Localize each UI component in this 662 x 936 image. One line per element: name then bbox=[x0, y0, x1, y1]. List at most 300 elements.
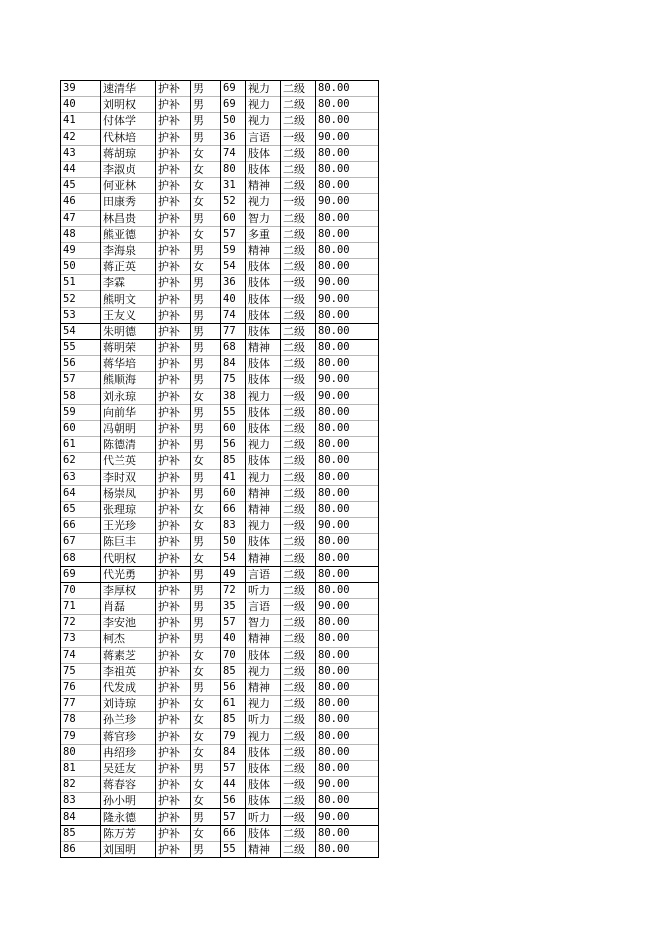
amount-cell[interactable]: 80.00 bbox=[316, 825, 379, 841]
disability-type-cell[interactable]: 肢体 bbox=[246, 777, 281, 793]
age-cell[interactable]: 69 bbox=[221, 81, 246, 97]
disability-type-cell[interactable]: 肢体 bbox=[246, 420, 281, 436]
grade-cell[interactable]: 二级 bbox=[281, 404, 316, 420]
disability-type-cell[interactable]: 听力 bbox=[246, 712, 281, 728]
gender-cell[interactable]: 男 bbox=[191, 210, 221, 226]
age-cell[interactable]: 84 bbox=[221, 356, 246, 372]
grade-cell[interactable]: 二级 bbox=[281, 663, 316, 679]
gender-cell[interactable]: 男 bbox=[191, 275, 221, 291]
category-cell[interactable]: 护补 bbox=[156, 647, 191, 663]
grade-cell[interactable]: 一级 bbox=[281, 129, 316, 145]
row-number-cell[interactable]: 81 bbox=[61, 760, 101, 776]
disability-type-cell[interactable]: 肢体 bbox=[246, 275, 281, 291]
disability-type-cell[interactable]: 视力 bbox=[246, 388, 281, 404]
row-number-cell[interactable]: 58 bbox=[61, 388, 101, 404]
grade-cell[interactable]: 二级 bbox=[281, 825, 316, 841]
age-cell[interactable]: 36 bbox=[221, 275, 246, 291]
disability-type-cell[interactable]: 智力 bbox=[246, 210, 281, 226]
disability-type-cell[interactable]: 精神 bbox=[246, 679, 281, 695]
grade-cell[interactable]: 二级 bbox=[281, 113, 316, 129]
age-cell[interactable]: 40 bbox=[221, 291, 246, 307]
category-cell[interactable]: 护补 bbox=[156, 534, 191, 550]
gender-cell[interactable]: 女 bbox=[191, 696, 221, 712]
grade-cell[interactable]: 二级 bbox=[281, 615, 316, 631]
name-cell[interactable]: 林昌贵 bbox=[101, 210, 156, 226]
gender-cell[interactable]: 男 bbox=[191, 356, 221, 372]
category-cell[interactable]: 护补 bbox=[156, 437, 191, 453]
gender-cell[interactable]: 女 bbox=[191, 550, 221, 566]
grade-cell[interactable]: 二级 bbox=[281, 97, 316, 113]
amount-cell[interactable]: 80.00 bbox=[316, 582, 379, 598]
grade-cell[interactable]: 二级 bbox=[281, 712, 316, 728]
name-cell[interactable]: 蒋春容 bbox=[101, 777, 156, 793]
name-cell[interactable]: 肖磊 bbox=[101, 599, 156, 615]
grade-cell[interactable]: 二级 bbox=[281, 161, 316, 177]
grade-cell[interactable]: 二级 bbox=[281, 81, 316, 97]
age-cell[interactable]: 54 bbox=[221, 259, 246, 275]
disability-type-cell[interactable]: 智力 bbox=[246, 615, 281, 631]
name-cell[interactable]: 李海泉 bbox=[101, 242, 156, 258]
name-cell[interactable]: 刘诗琼 bbox=[101, 696, 156, 712]
disability-type-cell[interactable]: 精神 bbox=[246, 841, 281, 857]
category-cell[interactable]: 护补 bbox=[156, 113, 191, 129]
category-cell[interactable]: 护补 bbox=[156, 178, 191, 194]
gender-cell[interactable]: 男 bbox=[191, 615, 221, 631]
gender-cell[interactable]: 女 bbox=[191, 712, 221, 728]
age-cell[interactable]: 50 bbox=[221, 113, 246, 129]
category-cell[interactable]: 护补 bbox=[156, 194, 191, 210]
category-cell[interactable]: 护补 bbox=[156, 97, 191, 113]
disability-type-cell[interactable]: 视力 bbox=[246, 663, 281, 679]
category-cell[interactable]: 护补 bbox=[156, 631, 191, 647]
age-cell[interactable]: 56 bbox=[221, 793, 246, 809]
grade-cell[interactable]: 二级 bbox=[281, 145, 316, 161]
disability-type-cell[interactable]: 肢体 bbox=[246, 534, 281, 550]
amount-cell[interactable]: 80.00 bbox=[316, 841, 379, 857]
category-cell[interactable]: 护补 bbox=[156, 744, 191, 760]
row-number-cell[interactable]: 68 bbox=[61, 550, 101, 566]
category-cell[interactable]: 护补 bbox=[156, 323, 191, 339]
grade-cell[interactable]: 二级 bbox=[281, 841, 316, 857]
amount-cell[interactable]: 90.00 bbox=[316, 599, 379, 615]
row-number-cell[interactable]: 64 bbox=[61, 485, 101, 501]
name-cell[interactable]: 付体学 bbox=[101, 113, 156, 129]
grade-cell[interactable]: 二级 bbox=[281, 420, 316, 436]
row-number-cell[interactable]: 74 bbox=[61, 647, 101, 663]
disability-type-cell[interactable]: 视力 bbox=[246, 518, 281, 534]
age-cell[interactable]: 85 bbox=[221, 663, 246, 679]
disability-type-cell[interactable]: 精神 bbox=[246, 550, 281, 566]
row-number-cell[interactable]: 79 bbox=[61, 728, 101, 744]
category-cell[interactable]: 护补 bbox=[156, 566, 191, 582]
row-number-cell[interactable]: 52 bbox=[61, 291, 101, 307]
category-cell[interactable]: 护补 bbox=[156, 550, 191, 566]
name-cell[interactable]: 代光勇 bbox=[101, 566, 156, 582]
name-cell[interactable]: 向前华 bbox=[101, 404, 156, 420]
age-cell[interactable]: 56 bbox=[221, 437, 246, 453]
name-cell[interactable]: 速清华 bbox=[101, 81, 156, 97]
gender-cell[interactable]: 女 bbox=[191, 777, 221, 793]
amount-cell[interactable]: 80.00 bbox=[316, 550, 379, 566]
grade-cell[interactable]: 二级 bbox=[281, 728, 316, 744]
name-cell[interactable]: 冯朝明 bbox=[101, 420, 156, 436]
amount-cell[interactable]: 80.00 bbox=[316, 323, 379, 339]
gender-cell[interactable]: 女 bbox=[191, 453, 221, 469]
row-number-cell[interactable]: 49 bbox=[61, 242, 101, 258]
name-cell[interactable]: 孙小明 bbox=[101, 793, 156, 809]
age-cell[interactable]: 59 bbox=[221, 242, 246, 258]
category-cell[interactable]: 护补 bbox=[156, 469, 191, 485]
amount-cell[interactable]: 80.00 bbox=[316, 631, 379, 647]
row-number-cell[interactable]: 83 bbox=[61, 793, 101, 809]
grade-cell[interactable]: 二级 bbox=[281, 226, 316, 242]
category-cell[interactable]: 护补 bbox=[156, 161, 191, 177]
category-cell[interactable]: 护补 bbox=[156, 372, 191, 388]
disability-type-cell[interactable]: 言语 bbox=[246, 129, 281, 145]
row-number-cell[interactable]: 80 bbox=[61, 744, 101, 760]
amount-cell[interactable]: 80.00 bbox=[316, 744, 379, 760]
disability-type-cell[interactable]: 视力 bbox=[246, 437, 281, 453]
category-cell[interactable]: 护补 bbox=[156, 712, 191, 728]
amount-cell[interactable]: 80.00 bbox=[316, 81, 379, 97]
amount-cell[interactable]: 80.00 bbox=[316, 647, 379, 663]
gender-cell[interactable]: 男 bbox=[191, 372, 221, 388]
gender-cell[interactable]: 男 bbox=[191, 809, 221, 825]
gender-cell[interactable]: 女 bbox=[191, 663, 221, 679]
amount-cell[interactable]: 80.00 bbox=[316, 728, 379, 744]
category-cell[interactable]: 护补 bbox=[156, 728, 191, 744]
amount-cell[interactable]: 90.00 bbox=[316, 777, 379, 793]
amount-cell[interactable]: 80.00 bbox=[316, 404, 379, 420]
row-number-cell[interactable]: 43 bbox=[61, 145, 101, 161]
grade-cell[interactable]: 二级 bbox=[281, 501, 316, 517]
category-cell[interactable]: 护补 bbox=[156, 615, 191, 631]
row-number-cell[interactable]: 76 bbox=[61, 679, 101, 695]
disability-type-cell[interactable]: 视力 bbox=[246, 696, 281, 712]
disability-type-cell[interactable]: 肢体 bbox=[246, 404, 281, 420]
row-number-cell[interactable]: 65 bbox=[61, 501, 101, 517]
row-number-cell[interactable]: 46 bbox=[61, 194, 101, 210]
amount-cell[interactable]: 80.00 bbox=[316, 145, 379, 161]
name-cell[interactable]: 杨崇凤 bbox=[101, 485, 156, 501]
age-cell[interactable]: 80 bbox=[221, 161, 246, 177]
row-number-cell[interactable]: 67 bbox=[61, 534, 101, 550]
gender-cell[interactable]: 男 bbox=[191, 760, 221, 776]
row-number-cell[interactable]: 71 bbox=[61, 599, 101, 615]
row-number-cell[interactable]: 44 bbox=[61, 161, 101, 177]
gender-cell[interactable]: 男 bbox=[191, 404, 221, 420]
amount-cell[interactable]: 80.00 bbox=[316, 453, 379, 469]
grade-cell[interactable]: 二级 bbox=[281, 437, 316, 453]
row-number-cell[interactable]: 62 bbox=[61, 453, 101, 469]
row-number-cell[interactable]: 78 bbox=[61, 712, 101, 728]
disability-type-cell[interactable]: 肢体 bbox=[246, 793, 281, 809]
row-number-cell[interactable]: 56 bbox=[61, 356, 101, 372]
age-cell[interactable]: 35 bbox=[221, 599, 246, 615]
name-cell[interactable]: 代明权 bbox=[101, 550, 156, 566]
amount-cell[interactable]: 80.00 bbox=[316, 663, 379, 679]
name-cell[interactable]: 代发成 bbox=[101, 679, 156, 695]
name-cell[interactable]: 李淑贞 bbox=[101, 161, 156, 177]
name-cell[interactable]: 李安池 bbox=[101, 615, 156, 631]
disability-type-cell[interactable]: 听力 bbox=[246, 582, 281, 598]
category-cell[interactable]: 护补 bbox=[156, 242, 191, 258]
age-cell[interactable]: 75 bbox=[221, 372, 246, 388]
gender-cell[interactable]: 男 bbox=[191, 437, 221, 453]
age-cell[interactable]: 74 bbox=[221, 307, 246, 323]
gender-cell[interactable]: 女 bbox=[191, 744, 221, 760]
amount-cell[interactable]: 90.00 bbox=[316, 194, 379, 210]
grade-cell[interactable]: 一级 bbox=[281, 809, 316, 825]
row-number-cell[interactable]: 41 bbox=[61, 113, 101, 129]
grade-cell[interactable]: 二级 bbox=[281, 469, 316, 485]
name-cell[interactable]: 蒋素芝 bbox=[101, 647, 156, 663]
age-cell[interactable]: 40 bbox=[221, 631, 246, 647]
row-number-cell[interactable]: 53 bbox=[61, 307, 101, 323]
gender-cell[interactable]: 男 bbox=[191, 129, 221, 145]
row-number-cell[interactable]: 69 bbox=[61, 566, 101, 582]
amount-cell[interactable]: 80.00 bbox=[316, 679, 379, 695]
name-cell[interactable]: 熊顺海 bbox=[101, 372, 156, 388]
category-cell[interactable]: 护补 bbox=[156, 453, 191, 469]
name-cell[interactable]: 孙兰珍 bbox=[101, 712, 156, 728]
grade-cell[interactable]: 一级 bbox=[281, 275, 316, 291]
category-cell[interactable]: 护补 bbox=[156, 307, 191, 323]
grade-cell[interactable]: 二级 bbox=[281, 210, 316, 226]
gender-cell[interactable]: 男 bbox=[191, 599, 221, 615]
amount-cell[interactable]: 80.00 bbox=[316, 356, 379, 372]
row-number-cell[interactable]: 75 bbox=[61, 663, 101, 679]
gender-cell[interactable]: 女 bbox=[191, 825, 221, 841]
name-cell[interactable]: 王友义 bbox=[101, 307, 156, 323]
amount-cell[interactable]: 90.00 bbox=[316, 518, 379, 534]
amount-cell[interactable]: 80.00 bbox=[316, 760, 379, 776]
gender-cell[interactable]: 女 bbox=[191, 259, 221, 275]
name-cell[interactable]: 吴廷友 bbox=[101, 760, 156, 776]
row-number-cell[interactable]: 40 bbox=[61, 97, 101, 113]
name-cell[interactable]: 代林培 bbox=[101, 129, 156, 145]
row-number-cell[interactable]: 57 bbox=[61, 372, 101, 388]
category-cell[interactable]: 护补 bbox=[156, 485, 191, 501]
category-cell[interactable]: 护补 bbox=[156, 259, 191, 275]
age-cell[interactable]: 55 bbox=[221, 841, 246, 857]
category-cell[interactable]: 护补 bbox=[156, 809, 191, 825]
category-cell[interactable]: 护补 bbox=[156, 210, 191, 226]
grade-cell[interactable]: 二级 bbox=[281, 259, 316, 275]
row-number-cell[interactable]: 61 bbox=[61, 437, 101, 453]
age-cell[interactable]: 79 bbox=[221, 728, 246, 744]
row-number-cell[interactable]: 84 bbox=[61, 809, 101, 825]
category-cell[interactable]: 护补 bbox=[156, 356, 191, 372]
grade-cell[interactable]: 一级 bbox=[281, 194, 316, 210]
category-cell[interactable]: 护补 bbox=[156, 81, 191, 97]
gender-cell[interactable]: 男 bbox=[191, 323, 221, 339]
amount-cell[interactable]: 80.00 bbox=[316, 793, 379, 809]
age-cell[interactable]: 44 bbox=[221, 777, 246, 793]
row-number-cell[interactable]: 66 bbox=[61, 518, 101, 534]
grade-cell[interactable]: 二级 bbox=[281, 178, 316, 194]
amount-cell[interactable]: 80.00 bbox=[316, 226, 379, 242]
age-cell[interactable]: 57 bbox=[221, 226, 246, 242]
age-cell[interactable]: 38 bbox=[221, 388, 246, 404]
name-cell[interactable]: 熊亚德 bbox=[101, 226, 156, 242]
age-cell[interactable]: 85 bbox=[221, 712, 246, 728]
disability-type-cell[interactable]: 多重 bbox=[246, 226, 281, 242]
amount-cell[interactable]: 80.00 bbox=[316, 259, 379, 275]
gender-cell[interactable]: 男 bbox=[191, 566, 221, 582]
category-cell[interactable]: 护补 bbox=[156, 679, 191, 695]
amount-cell[interactable]: 80.00 bbox=[316, 437, 379, 453]
grade-cell[interactable]: 一级 bbox=[281, 372, 316, 388]
category-cell[interactable]: 护补 bbox=[156, 420, 191, 436]
age-cell[interactable]: 56 bbox=[221, 679, 246, 695]
name-cell[interactable]: 蒋华培 bbox=[101, 356, 156, 372]
amount-cell[interactable]: 80.00 bbox=[316, 566, 379, 582]
gender-cell[interactable]: 男 bbox=[191, 469, 221, 485]
disability-type-cell[interactable]: 精神 bbox=[246, 501, 281, 517]
disability-type-cell[interactable]: 肢体 bbox=[246, 356, 281, 372]
amount-cell[interactable]: 80.00 bbox=[316, 696, 379, 712]
category-cell[interactable]: 护补 bbox=[156, 388, 191, 404]
amount-cell[interactable]: 80.00 bbox=[316, 534, 379, 550]
gender-cell[interactable]: 男 bbox=[191, 81, 221, 97]
age-cell[interactable]: 74 bbox=[221, 145, 246, 161]
age-cell[interactable]: 60 bbox=[221, 210, 246, 226]
age-cell[interactable]: 66 bbox=[221, 501, 246, 517]
age-cell[interactable]: 52 bbox=[221, 194, 246, 210]
disability-type-cell[interactable]: 肢体 bbox=[246, 323, 281, 339]
row-number-cell[interactable]: 55 bbox=[61, 340, 101, 356]
category-cell[interactable]: 护补 bbox=[156, 226, 191, 242]
age-cell[interactable]: 70 bbox=[221, 647, 246, 663]
gender-cell[interactable]: 男 bbox=[191, 679, 221, 695]
disability-type-cell[interactable]: 肢体 bbox=[246, 760, 281, 776]
disability-type-cell[interactable]: 精神 bbox=[246, 485, 281, 501]
name-cell[interactable]: 隆永德 bbox=[101, 809, 156, 825]
amount-cell[interactable]: 80.00 bbox=[316, 178, 379, 194]
amount-cell[interactable]: 90.00 bbox=[316, 372, 379, 388]
grade-cell[interactable]: 二级 bbox=[281, 340, 316, 356]
disability-type-cell[interactable]: 视力 bbox=[246, 728, 281, 744]
category-cell[interactable]: 护补 bbox=[156, 340, 191, 356]
age-cell[interactable]: 41 bbox=[221, 469, 246, 485]
amount-cell[interactable]: 90.00 bbox=[316, 809, 379, 825]
row-number-cell[interactable]: 63 bbox=[61, 469, 101, 485]
category-cell[interactable]: 护补 bbox=[156, 825, 191, 841]
disability-type-cell[interactable]: 视力 bbox=[246, 97, 281, 113]
amount-cell[interactable]: 80.00 bbox=[316, 469, 379, 485]
grade-cell[interactable]: 一级 bbox=[281, 291, 316, 307]
row-number-cell[interactable]: 51 bbox=[61, 275, 101, 291]
age-cell[interactable]: 69 bbox=[221, 97, 246, 113]
disability-type-cell[interactable]: 肢体 bbox=[246, 744, 281, 760]
amount-cell[interactable]: 90.00 bbox=[316, 291, 379, 307]
name-cell[interactable]: 张理琼 bbox=[101, 501, 156, 517]
grade-cell[interactable]: 二级 bbox=[281, 647, 316, 663]
grade-cell[interactable]: 一级 bbox=[281, 388, 316, 404]
name-cell[interactable]: 陈万芳 bbox=[101, 825, 156, 841]
row-number-cell[interactable]: 59 bbox=[61, 404, 101, 420]
row-number-cell[interactable]: 73 bbox=[61, 631, 101, 647]
gender-cell[interactable]: 男 bbox=[191, 631, 221, 647]
amount-cell[interactable]: 80.00 bbox=[316, 307, 379, 323]
disability-type-cell[interactable]: 肢体 bbox=[246, 307, 281, 323]
row-number-cell[interactable]: 45 bbox=[61, 178, 101, 194]
category-cell[interactable]: 护补 bbox=[156, 760, 191, 776]
disability-type-cell[interactable]: 视力 bbox=[246, 81, 281, 97]
age-cell[interactable]: 50 bbox=[221, 534, 246, 550]
category-cell[interactable]: 护补 bbox=[156, 663, 191, 679]
disability-type-cell[interactable]: 言语 bbox=[246, 566, 281, 582]
grade-cell[interactable]: 二级 bbox=[281, 793, 316, 809]
name-cell[interactable]: 蒋明荣 bbox=[101, 340, 156, 356]
category-cell[interactable]: 护补 bbox=[156, 291, 191, 307]
category-cell[interactable]: 护补 bbox=[156, 696, 191, 712]
disability-type-cell[interactable]: 肢体 bbox=[246, 825, 281, 841]
disability-type-cell[interactable]: 听力 bbox=[246, 809, 281, 825]
age-cell[interactable]: 83 bbox=[221, 518, 246, 534]
age-cell[interactable]: 57 bbox=[221, 760, 246, 776]
category-cell[interactable]: 护补 bbox=[156, 129, 191, 145]
category-cell[interactable]: 护补 bbox=[156, 145, 191, 161]
name-cell[interactable]: 蒋正英 bbox=[101, 259, 156, 275]
grade-cell[interactable]: 一级 bbox=[281, 777, 316, 793]
row-number-cell[interactable]: 54 bbox=[61, 323, 101, 339]
amount-cell[interactable]: 80.00 bbox=[316, 485, 379, 501]
name-cell[interactable]: 何亚林 bbox=[101, 178, 156, 194]
age-cell[interactable]: 31 bbox=[221, 178, 246, 194]
name-cell[interactable]: 田康秀 bbox=[101, 194, 156, 210]
category-cell[interactable]: 护补 bbox=[156, 777, 191, 793]
amount-cell[interactable]: 90.00 bbox=[316, 129, 379, 145]
gender-cell[interactable]: 男 bbox=[191, 291, 221, 307]
amount-cell[interactable]: 80.00 bbox=[316, 242, 379, 258]
age-cell[interactable]: 66 bbox=[221, 825, 246, 841]
row-number-cell[interactable]: 85 bbox=[61, 825, 101, 841]
disability-type-cell[interactable]: 精神 bbox=[246, 242, 281, 258]
age-cell[interactable]: 36 bbox=[221, 129, 246, 145]
amount-cell[interactable]: 80.00 bbox=[316, 420, 379, 436]
age-cell[interactable]: 85 bbox=[221, 453, 246, 469]
gender-cell[interactable]: 女 bbox=[191, 388, 221, 404]
name-cell[interactable]: 陈巨丰 bbox=[101, 534, 156, 550]
row-number-cell[interactable]: 86 bbox=[61, 841, 101, 857]
amount-cell[interactable]: 90.00 bbox=[316, 388, 379, 404]
name-cell[interactable]: 王光珍 bbox=[101, 518, 156, 534]
age-cell[interactable]: 77 bbox=[221, 323, 246, 339]
grade-cell[interactable]: 二级 bbox=[281, 744, 316, 760]
grade-cell[interactable]: 一级 bbox=[281, 599, 316, 615]
age-cell[interactable]: 60 bbox=[221, 420, 246, 436]
gender-cell[interactable]: 女 bbox=[191, 161, 221, 177]
grade-cell[interactable]: 二级 bbox=[281, 356, 316, 372]
amount-cell[interactable]: 80.00 bbox=[316, 501, 379, 517]
row-number-cell[interactable]: 47 bbox=[61, 210, 101, 226]
grade-cell[interactable]: 二级 bbox=[281, 566, 316, 582]
grade-cell[interactable]: 二级 bbox=[281, 307, 316, 323]
age-cell[interactable]: 55 bbox=[221, 404, 246, 420]
gender-cell[interactable]: 女 bbox=[191, 518, 221, 534]
gender-cell[interactable]: 女 bbox=[191, 793, 221, 809]
disability-type-cell[interactable]: 精神 bbox=[246, 340, 281, 356]
disability-type-cell[interactable]: 肢体 bbox=[246, 647, 281, 663]
amount-cell[interactable]: 80.00 bbox=[316, 97, 379, 113]
disability-type-cell[interactable]: 肢体 bbox=[246, 145, 281, 161]
category-cell[interactable]: 护补 bbox=[156, 841, 191, 857]
grade-cell[interactable]: 二级 bbox=[281, 760, 316, 776]
row-number-cell[interactable]: 60 bbox=[61, 420, 101, 436]
amount-cell[interactable]: 90.00 bbox=[316, 275, 379, 291]
